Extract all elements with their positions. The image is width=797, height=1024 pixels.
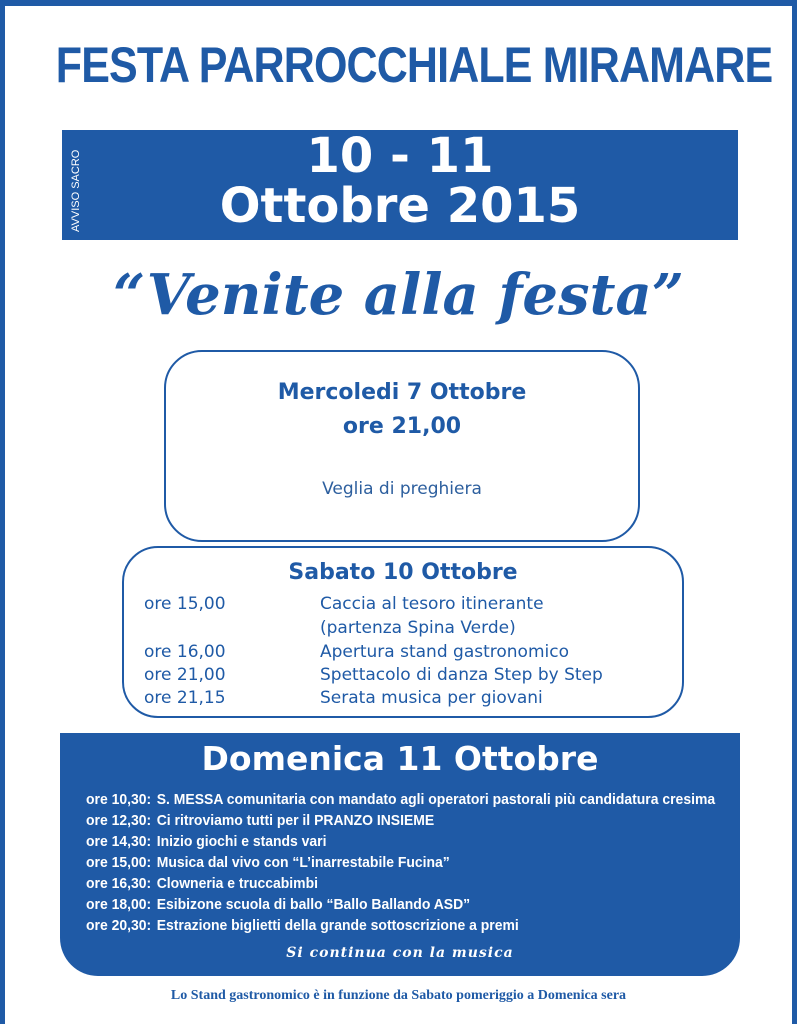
slogan: “Venite alla festa” [113,262,684,328]
sunday-banner [60,733,740,976]
sunday-item-desc: Esibizone scuola di ballo “Ballo Ballando ASD” [156,896,471,913]
saturday-item-time: ore 15,00 [144,594,226,614]
sunday-item-desc: Inizio giochi e stands vari [156,833,327,850]
sunday-item [86,917,691,934]
wednesday-box [164,350,640,542]
sunday-item-time: ore 20,30: [86,917,152,934]
sunday-item-time: ore 10,30: [86,791,152,808]
wednesday-event: Veglia di preghiera [322,479,482,499]
sunday-item-desc: Ci ritroviamo tutti per il PRANZO INSIEME [156,812,435,829]
sunday-item-time: ore 15,00: [86,854,152,871]
avviso-sacro-label: AVVISO SACRO [70,149,82,232]
saturday-item-time: ore 21,15 [144,688,226,708]
sunday-item-time: ore 14,30: [86,833,152,850]
sunday-item-time: ore 18,00: [86,896,152,913]
saturday-item-desc: Spettacolo di danza Step by Step [320,665,603,685]
saturday-heading: Sabato 10 Ottobre [288,560,518,585]
saturday-item-desc: (partenza Spina Verde) [320,618,516,638]
sunday-item-desc: Clowneria e truccabimbi [156,875,318,892]
sunday-item [86,812,691,829]
saturday-item-desc: Caccia al tesoro itinerante [320,594,544,614]
sunday-item [86,833,691,850]
saturday-item-time: ore 21,00 [144,665,226,685]
wednesday-time: ore 21,00 [342,414,462,439]
top-rule [0,0,797,6]
sunday-heading: Domenica 11 Ottobre [201,739,599,778]
sunday-item-desc: Estrazione biglietti della grande sottoscrizione a premi [156,917,519,934]
page-title: FESTA PARROCCHIALE MIRAMARE [55,37,773,93]
sunday-item [86,854,691,871]
sunday-item-desc: Musica dal vivo con “L’inarrestabile Fucina” [156,854,450,871]
wednesday-day: Mercoledi 7 Ottobre [277,380,527,405]
date-month-year: Ottobre 2015 [219,178,581,234]
sunday-closing: Si continua con la musica [286,945,514,961]
sunday-item [86,791,716,808]
date-days: 10 - 11 [306,128,494,184]
saturday-item-desc: Apertura stand gastronomico [320,642,569,662]
footer-note: Lo Stand gastronomico è in funzione da Sabato pomeriggio a Domenica sera [170,988,627,1003]
sunday-item [86,875,691,892]
saturday-item-desc: Serata musica per giovani [320,688,543,708]
sunday-item-time: ore 16,30: [86,875,152,892]
saturday-box [122,546,684,718]
sunday-item-time: ore 12,30: [86,812,152,829]
saturday-item-time: ore 16,00 [144,642,226,662]
sunday-item-desc: S. MESSA comunitaria con mandato agli operatori pastorali più candidatura cresima [156,791,716,808]
sunday-item [86,896,691,913]
